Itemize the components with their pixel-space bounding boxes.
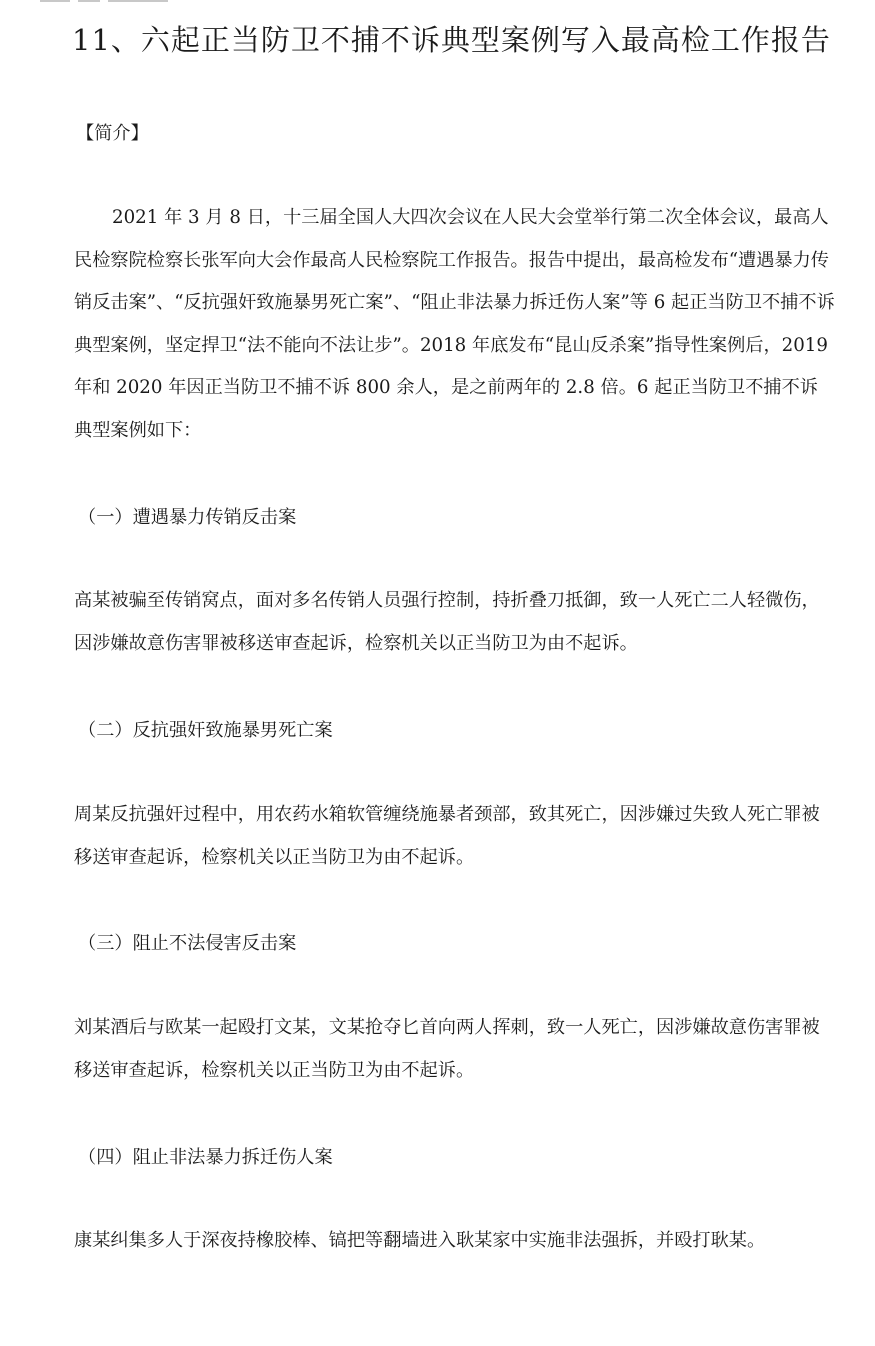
case-heading-2: （二）反抗强奸致施暴男死亡案 xyxy=(78,720,333,741)
case-body-3: 刘某酒后与欧某一起殴打文某，文某抢夺匕首向两人挥刺，致一人死亡，因涉嫌故意伤害罪被移送审查起诉，检察机关以正当防卫为由不起诉。 xyxy=(74,1017,820,1081)
case-heading-1: （一）遭遇暴力传销反击案 xyxy=(78,507,297,528)
case-heading-3: （三）阻止不法侵害反击案 xyxy=(78,933,297,954)
case-heading-4: （四）阻止非法暴力拆迁伤人案 xyxy=(78,1147,333,1168)
document-title: 11、六起正当防卫不捕不诉典型案例写入最高检工作报告 xyxy=(72,23,831,57)
case-body-1: 高某被骗至传销窝点，面对多名传销人员强行控制，持折叠刀抵御，致一人死亡二人轻微伤，因涉嫌故意伤害罪被移送审查起诉，检察机关以正当防卫为由不起诉。 xyxy=(74,590,820,654)
cropped-header-fragment xyxy=(40,0,220,4)
intro-label: 【简介】 xyxy=(76,123,149,144)
case-body-2: 周某反抗强奸过程中，用农药水箱软管缠绕施暴者颈部，致其死亡，因涉嫌过失致人死亡罪被移送审查起诉，检察机关以正当防卫为由不起诉。 xyxy=(74,804,820,868)
case-body-4: 康某纠集多人于深夜持橡胶棒、镐把等翻墙进入耿某家中实施非法强拆，并殴打耿某。 xyxy=(74,1230,766,1251)
intro-paragraph: 2021 年 3 月 8 日，十三届全国人大四次会议在人民大会堂举行第二次全体会议，最高人民检察院检察长张军向大会作最高人民检察院工作报告。报告中提出，最高检发布“遭遇暴力传销反击案”、“反抗强奸致施暴男死亡案”、“阻止非法暴力拆迁伤人案”等 6 起正当防卫不捕不诉典型案例，坚定捍卫“法不能向不法让步”。2018 年底发布“昆山反杀案”指导性案例后，2019 年和 2020 年因正当防卫不捕不诉 800 余人，是之前两年的 2.8 倍。6 起正当防卫不捕不诉典型案例如下： xyxy=(74,207,835,441)
